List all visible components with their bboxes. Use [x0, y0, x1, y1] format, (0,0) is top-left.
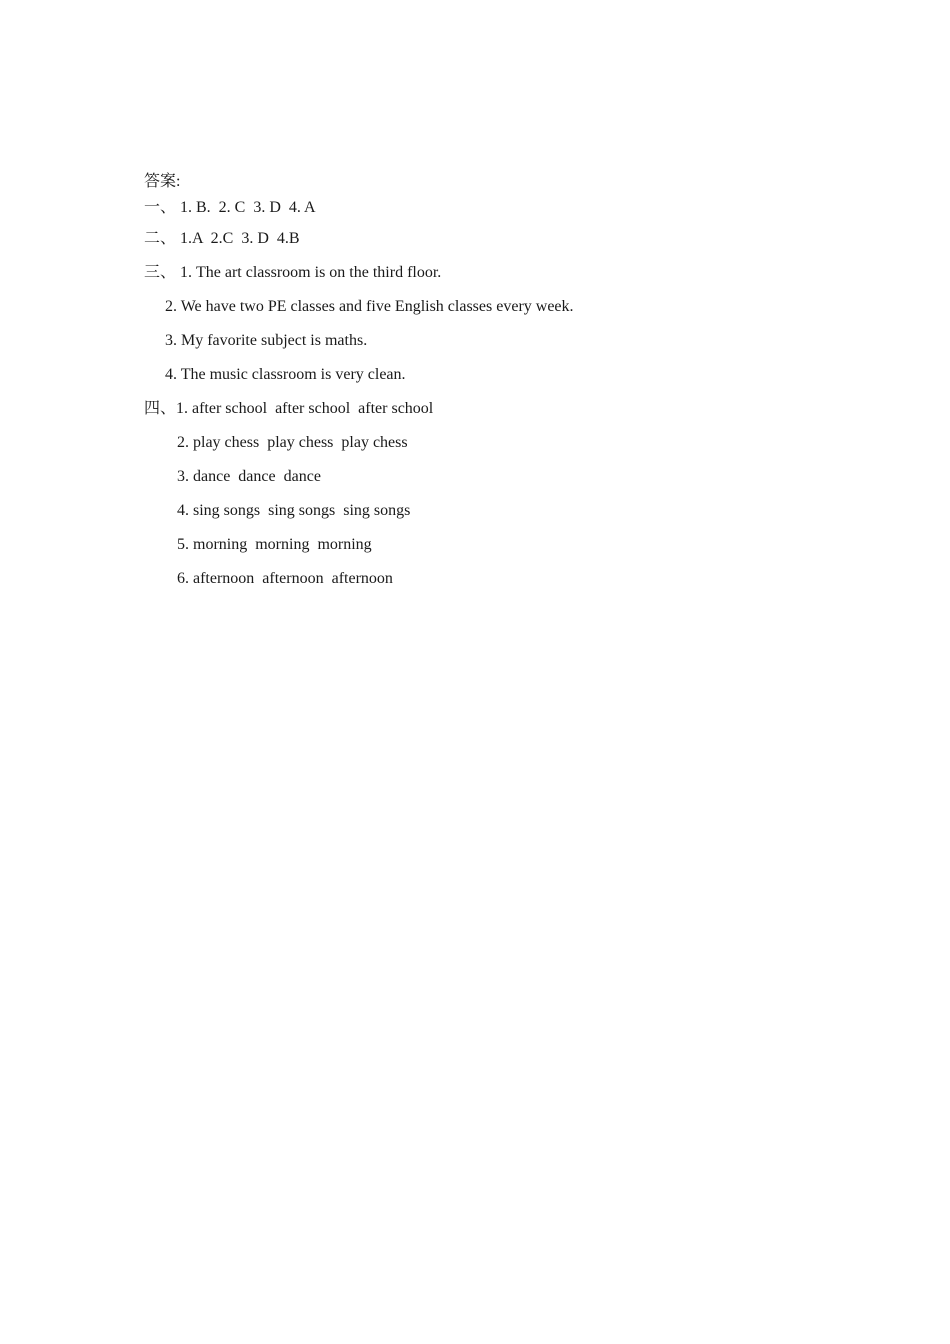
section-4-answer-6: 6. afternoon afternoon afternoon [177, 570, 393, 587]
section-3-answer-1: 三、 1. The art classroom is on the third floor. [144, 264, 442, 281]
section-3-answer-2: 2. We have two PE classes and five English classes every week. [165, 298, 574, 315]
section-1-answers: 一、 1. B. 2. C 3. D 4. A [144, 199, 316, 216]
section-4-answer-3: 3. dance dance dance [177, 468, 321, 485]
section-2-answers: 二、 1.A 2.C 3. D 4.B [144, 230, 300, 247]
section-4-answer-4: 4. sing songs sing songs sing songs [177, 502, 411, 519]
section-3-answer-4: 4. The music classroom is very clean. [165, 366, 406, 383]
section-4-answer-1: 四、1. after school after school after school [144, 400, 434, 417]
section-4-answer-2: 2. play chess play chess play chess [177, 434, 408, 451]
section-3-answer-3: 3. My favorite subject is maths. [165, 332, 368, 349]
section-4-answer-5: 5. morning morning morning [177, 536, 372, 553]
answers-heading: 答案: [144, 173, 181, 190]
